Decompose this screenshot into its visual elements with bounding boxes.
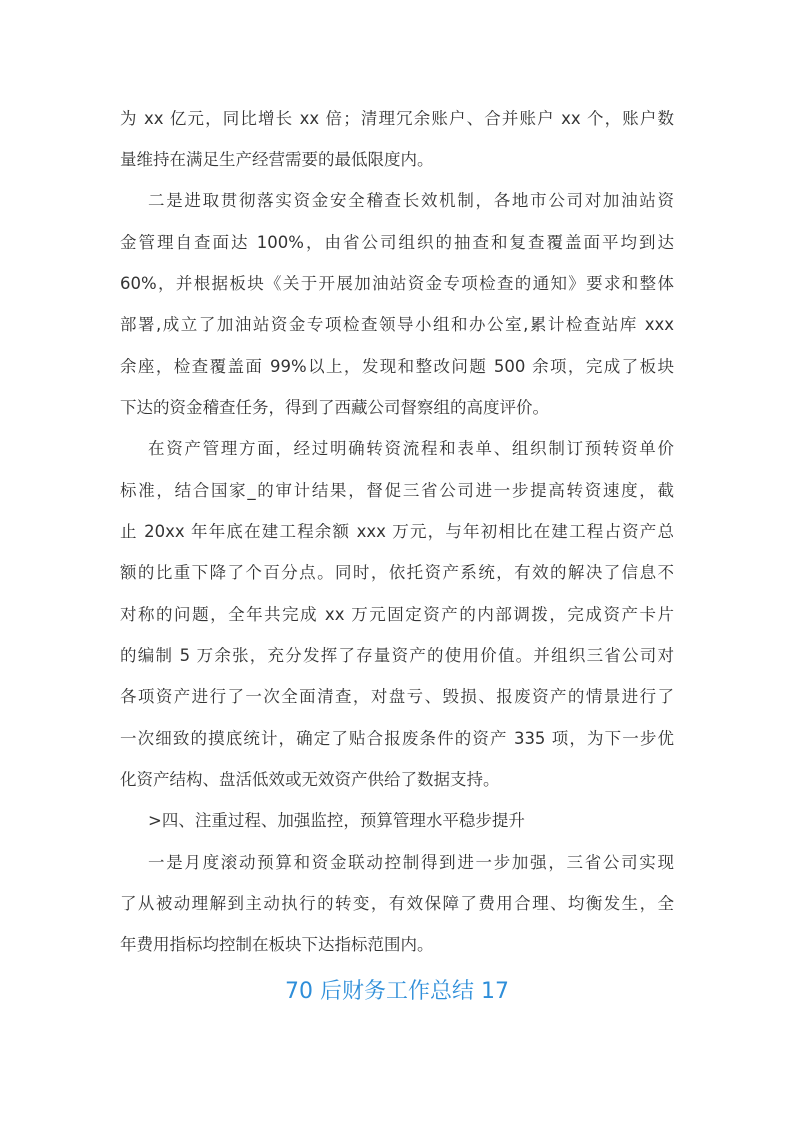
- body-text-line: 化资产结构、盘活低效或无效资产供给了数据支持。: [120, 770, 500, 789]
- body-text-line: 对称的问题，全年共完成 xx 万元固定资产的内部调拨，完成资产卡片: [120, 605, 674, 624]
- body-text-line: 部署,成立了加油站资金专项检查领导小组和办公室,累计检查站库 xxx: [120, 315, 674, 334]
- body-text-line: 下达的资金稽查任务，得到了西藏公司督察组的高度评价。: [120, 398, 549, 417]
- body-text-line: 60%，并根据板块《关于开展加油站资金专项检查的通知》要求和整体: [120, 274, 674, 293]
- body-text-line: 二是进取贯彻落实资金安全稽查长效机制，各地市公司对加油站资: [148, 191, 674, 210]
- body-text-line: 量维持在满足生产经营需要的最低限度内。: [120, 150, 434, 169]
- body-text-line: 各项资产进行了一次全面清查，对盘亏、毁损、报废资产的情景进行了: [120, 687, 674, 706]
- body-text-line: 余座，检查覆盖面 99%以上，发现和整改问题 500 余项，完成了板块: [120, 357, 674, 376]
- section-heading-line: >四、注重过程、加强监控，预算管理水平稳步提升: [148, 811, 525, 830]
- document-heading: 70 后财务工作总结 17: [285, 979, 509, 1004]
- body-text-line: 一是月度滚动预算和资金联动控制得到进一步加强，三省公司实现: [148, 853, 674, 872]
- body-text-line: 金管理自查面达 100%，由省公司组织的抽查和复查覆盖面平均到达: [120, 233, 674, 252]
- body-text-line: 标准，结合国家_的审计结果，督促三省公司进一步提高转资速度，截: [120, 481, 674, 500]
- body-text-line: 了从被动理解到主动执行的转变，有效保障了费用合理、均衡发生，全: [120, 894, 674, 913]
- body-text-line: 为 xx 亿元，同比增长 xx 倍；清理冗余账户、合并账户 xx 个，账户数: [120, 109, 674, 128]
- body-text-line: 止 20xx 年年底在建工程余额 xxx 万元，与年初相比在建工程占资产总: [120, 522, 674, 541]
- body-text-line: 年费用指标均控制在板块下达指标范围内。: [120, 935, 434, 954]
- body-text-line: 一次细致的摸底统计，确定了贴合报废条件的资产 335 项，为下一步优: [120, 729, 674, 748]
- body-text-line: 的编制 5 万余张，充分发挥了存量资产的使用价值。并组织三省公司对: [120, 646, 674, 665]
- body-text-line: 额的比重下降了个百分点。同时，依托资产系统，有效的解决了信息不: [120, 563, 674, 582]
- body-text-line: 在资产管理方面，经过明确转资流程和表单、组织制订预转资单价: [148, 439, 674, 458]
